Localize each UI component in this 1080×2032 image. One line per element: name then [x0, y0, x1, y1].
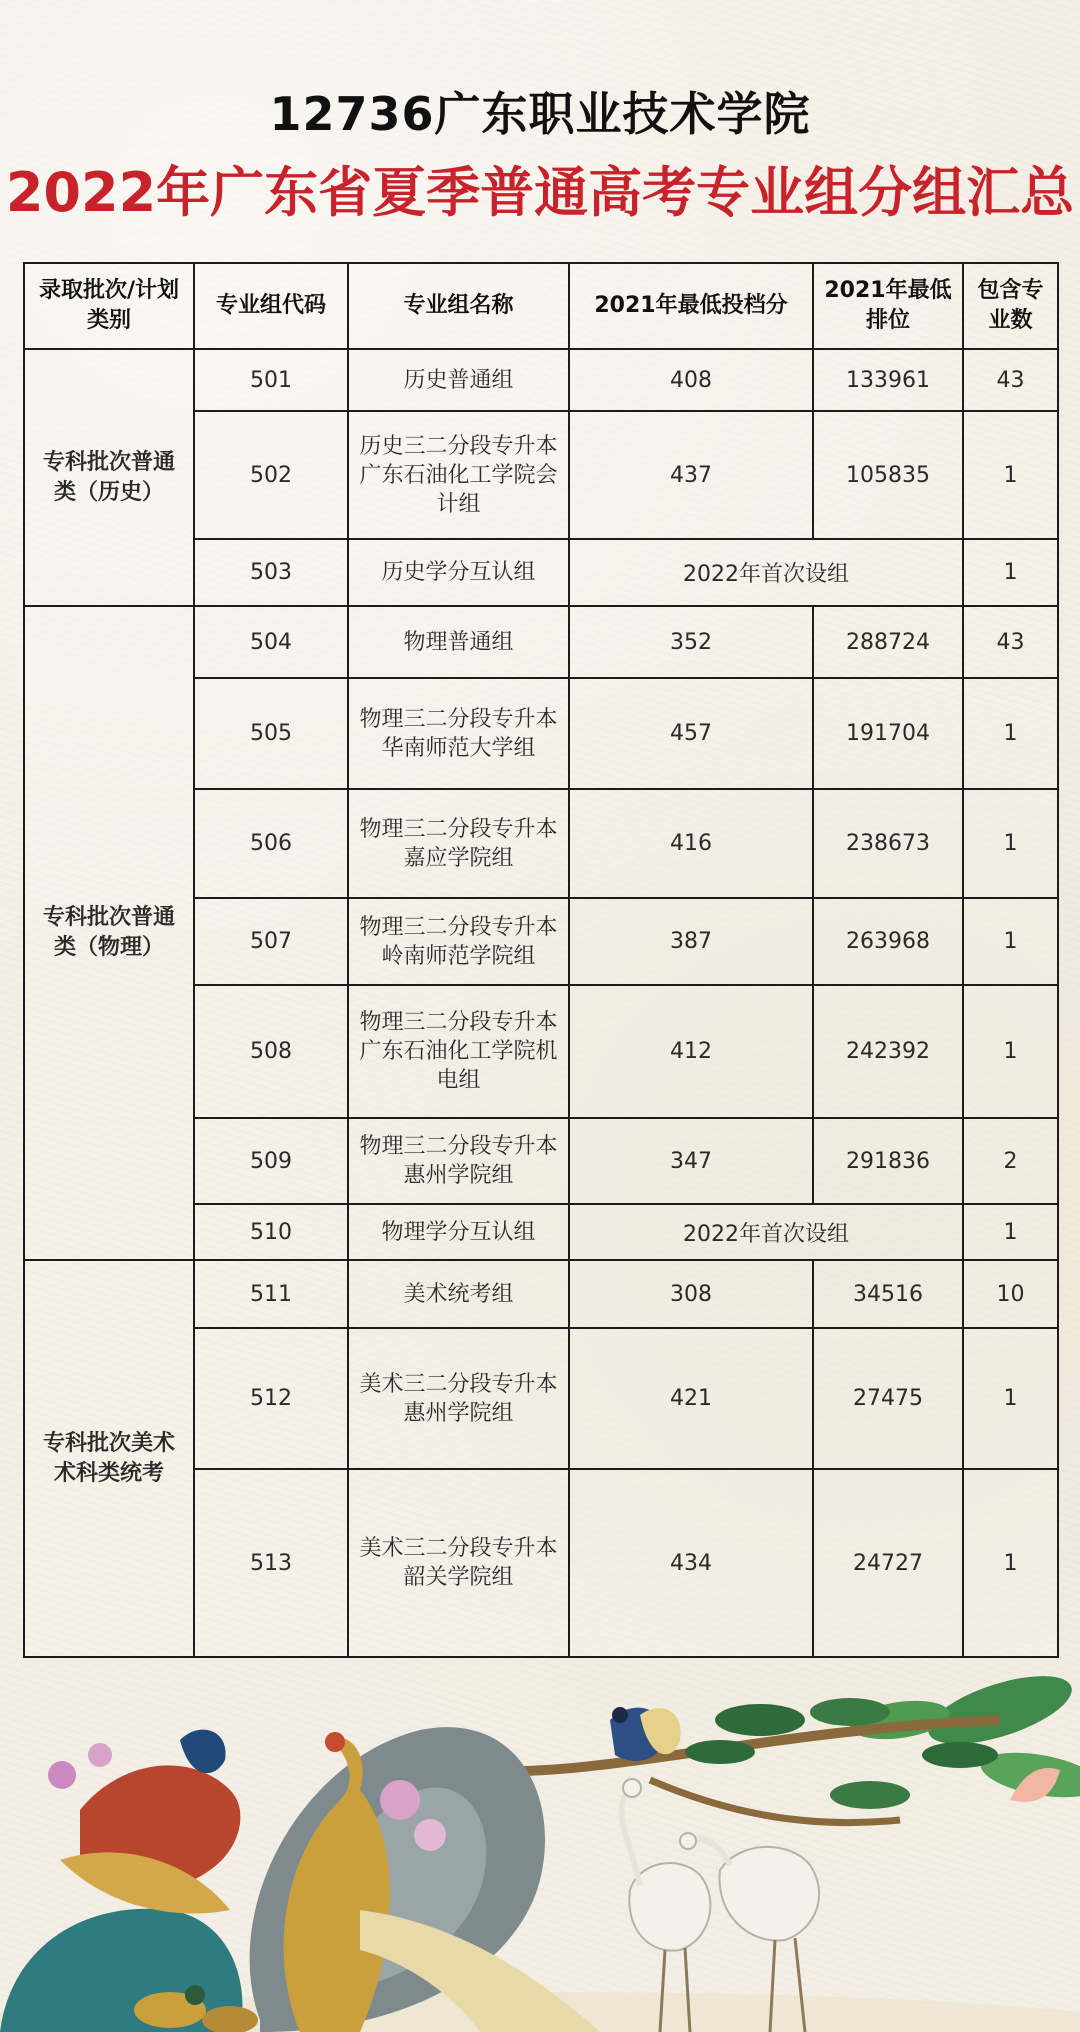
header-category: 录取批次/计划类别	[24, 263, 194, 349]
min-rank: 27475	[813, 1328, 963, 1469]
min-rank: 238673	[813, 789, 963, 898]
header-score: 2021年最低投档分	[569, 263, 813, 349]
page-header	[0, 0, 1080, 255]
major-count: 1	[963, 411, 1058, 539]
major-count: 1	[963, 1469, 1058, 1657]
group-code: 506	[194, 789, 348, 898]
group-code: 502	[194, 411, 348, 539]
major-group-table	[23, 262, 1059, 1658]
major-count: 1	[963, 539, 1058, 606]
group-name: 历史学分互认组	[348, 539, 569, 606]
header-rank: 2021年最低排位	[813, 263, 963, 349]
group-name: 历史三二分段专升本广东石油化工学院会计组	[348, 411, 569, 539]
group-name: 历史普通组	[348, 349, 569, 411]
major-count: 2	[963, 1118, 1058, 1204]
min-rank: 291836	[813, 1118, 963, 1204]
min-rank: 288724	[813, 606, 963, 678]
header-code: 专业组代码	[194, 263, 348, 349]
group-name: 物理普通组	[348, 606, 569, 678]
group-code: 503	[194, 539, 348, 606]
major-count: 1	[963, 1328, 1058, 1469]
group-code: 513	[194, 1469, 348, 1657]
group-name: 物理学分互认组	[348, 1204, 569, 1260]
group-name: 美术三二分段专升本韶关学院组	[348, 1469, 569, 1657]
category-cell: 专科批次普通类（物理）	[24, 606, 194, 1260]
table-row	[24, 606, 1058, 678]
group-name: 物理三二分段专升本广东石油化工学院机电组	[348, 985, 569, 1118]
magpie-icon	[610, 1707, 681, 1761]
group-code: 511	[194, 1260, 348, 1328]
header-count: 包含专业数	[963, 263, 1058, 349]
group-name: 物理三二分段专升本嘉应学院组	[348, 789, 569, 898]
min-rank: 133961	[813, 349, 963, 411]
min-score: 387	[569, 898, 813, 985]
min-rank: 242392	[813, 985, 963, 1118]
major-count: 43	[963, 349, 1058, 411]
min-score: 437	[569, 411, 813, 539]
major-count: 1	[963, 898, 1058, 985]
phoenix-icon	[60, 1730, 240, 1914]
min-rank: 191704	[813, 678, 963, 789]
group-code: 508	[194, 985, 348, 1118]
min-rank: 34516	[813, 1260, 963, 1328]
table-row	[24, 1260, 1058, 1328]
major-count: 43	[963, 606, 1058, 678]
header-name: 专业组名称	[348, 263, 569, 349]
category-cell: 专科批次美术术科类统考	[24, 1260, 194, 1657]
major-count: 1	[963, 1204, 1058, 1260]
page-title: 2022年广东省夏季普通高考专业组分组汇总	[5, 161, 1075, 224]
group-name: 物理三二分段专升本华南师范大学组	[348, 678, 569, 789]
min-score: 416	[569, 789, 813, 898]
min-score: 457	[569, 678, 813, 789]
group-code: 501	[194, 349, 348, 411]
table-header-row	[24, 263, 1058, 349]
group-code: 504	[194, 606, 348, 678]
min-score: 434	[569, 1469, 813, 1657]
group-code: 505	[194, 678, 348, 789]
min-score: 352	[569, 606, 813, 678]
group-name: 美术统考组	[348, 1260, 569, 1328]
table-row	[24, 349, 1058, 411]
min-rank: 24727	[813, 1469, 963, 1657]
major-count: 1	[963, 678, 1058, 789]
min-score: 421	[569, 1328, 813, 1469]
group-code: 510	[194, 1204, 348, 1260]
group-code: 507	[194, 898, 348, 985]
major-count: 1	[963, 985, 1058, 1118]
group-name: 美术三二分段专升本惠州学院组	[348, 1328, 569, 1469]
min-rank: 263968	[813, 898, 963, 985]
major-count: 1	[963, 789, 1058, 898]
new-group-note: 2022年首次设组	[569, 1204, 963, 1260]
min-score: 412	[569, 985, 813, 1118]
min-score: 308	[569, 1260, 813, 1328]
group-name: 物理三二分段专升本岭南师范学院组	[348, 898, 569, 985]
min-rank: 105835	[813, 411, 963, 539]
group-code: 509	[194, 1118, 348, 1204]
min-score: 347	[569, 1118, 813, 1204]
decorative-illustration	[0, 1660, 1080, 2032]
major-count: 10	[963, 1260, 1058, 1328]
category-cell: 专科批次普通类（历史）	[24, 349, 194, 606]
min-score: 408	[569, 349, 813, 411]
group-code: 512	[194, 1328, 348, 1469]
group-name: 物理三二分段专升本惠州学院组	[348, 1118, 569, 1204]
school-title: 12736广东职业技术学院	[269, 87, 811, 141]
new-group-note: 2022年首次设组	[569, 539, 963, 606]
